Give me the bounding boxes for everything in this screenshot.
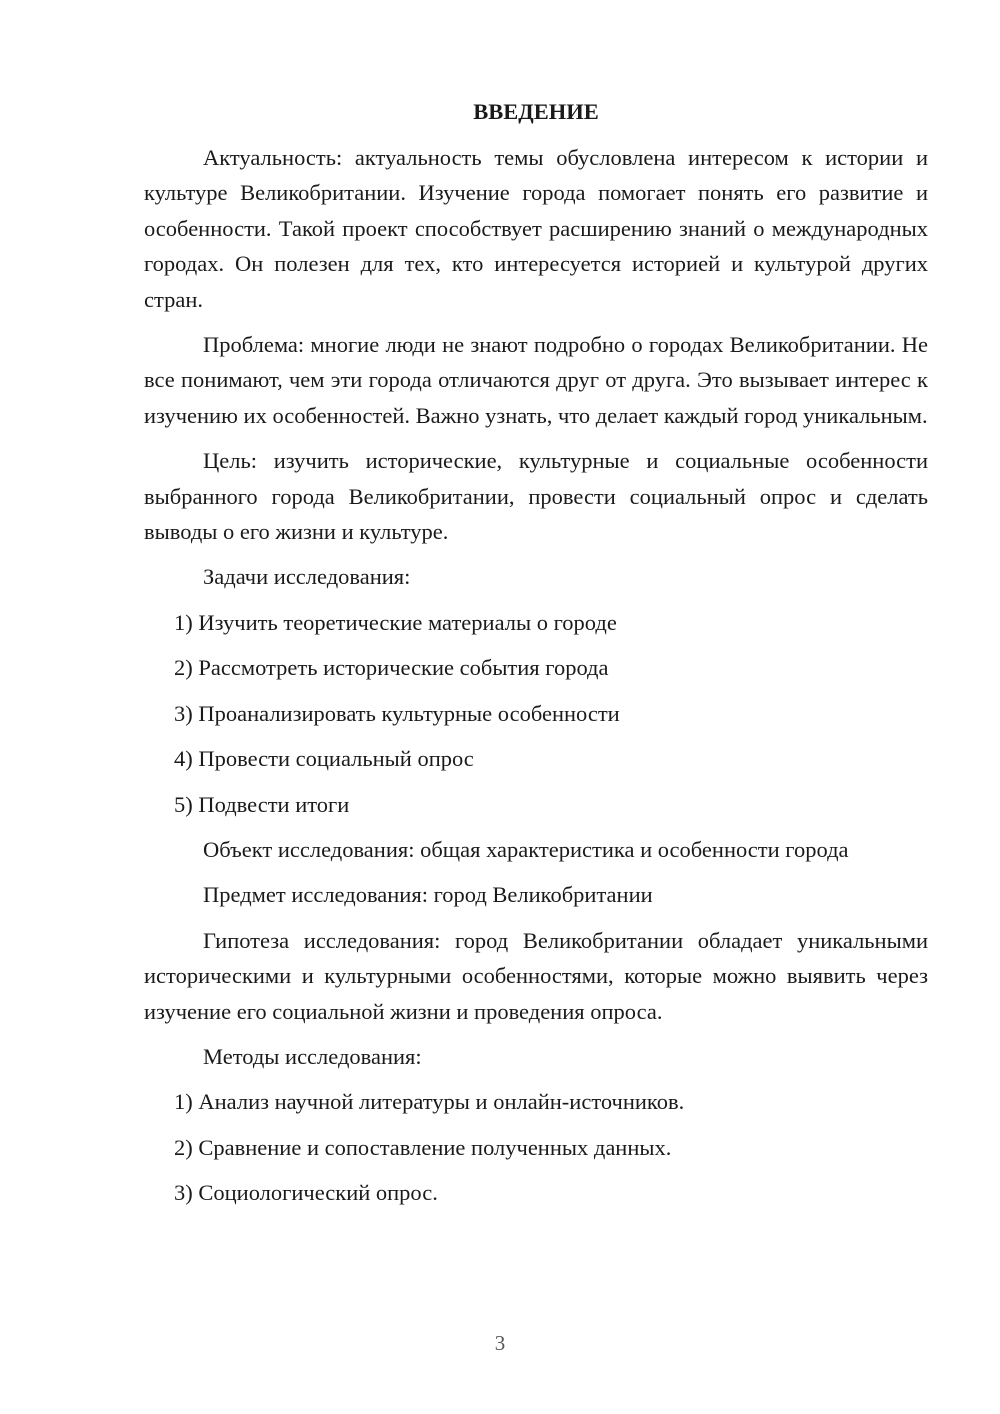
methods-heading: Методы исследования:	[203, 1043, 422, 1069]
list-item-task-1: 1) Изучить теоретические материалы о городе	[174, 609, 617, 635]
list-item-method-2: 2) Сравнение и сопоставление полученных данных.	[174, 1134, 672, 1160]
research-subject: Предмет исследования: город Великобритании	[203, 882, 653, 908]
research-object: Объект исследования: общая характеристика и особенности города	[203, 836, 849, 862]
methods-list	[144, 1084, 928, 1210]
list-item-task-3: 3) Проанализировать культурные особенности	[174, 700, 620, 726]
tasks-heading: Задачи исследования:	[203, 564, 411, 590]
list-item-task-2: 2) Рассмотреть исторические события города	[174, 655, 609, 681]
list-item-method-3: 3) Социологический опрос.	[174, 1180, 438, 1206]
page-title: ВВЕДЕНИЕ	[473, 99, 599, 124]
page-number: 3	[494, 1331, 506, 1355]
document-page	[144, 94, 928, 1221]
list-item-method-1: 1) Анализ научной литературы и онлайн-источников.	[174, 1089, 685, 1115]
goal-paragraph: Цель: изучить исторические, культурные и социальные особенности выбранного города Великобритании, провести социальный опрос и сделать выводы о его жизни и культуре.	[144, 448, 928, 545]
list-item-task-4: 4) Провести социальный опрос	[174, 746, 474, 772]
list-item-task-5: 5) Подвести итоги	[174, 791, 350, 817]
tasks-list	[144, 605, 928, 822]
problem-paragraph: Проблема: многие люди не знают подробно о городах Великобритании. Не все понимают, чем эти города отличаются друг от друга. Это вызывает интерес к изучению их особенностей. Важно узнать, что делает каждый город уникальным.	[144, 332, 928, 428]
relevance-paragraph: Актуальность: актуальность темы обусловлена интересом к истории и культуре Великобритании. Изучение города помогает понять его развитие и особенности. Такой проект способствует расширению знаний о международных городах. Он полезен для тех, кто интересуется историей и культурой других стран.	[144, 145, 928, 312]
hypothesis-paragraph: Гипотеза исследования: город Великобритании обладает уникальными историческими и культурными особенностями, которые можно выявить через изучение его социальной жизни и проведения опроса.	[144, 927, 928, 1024]
